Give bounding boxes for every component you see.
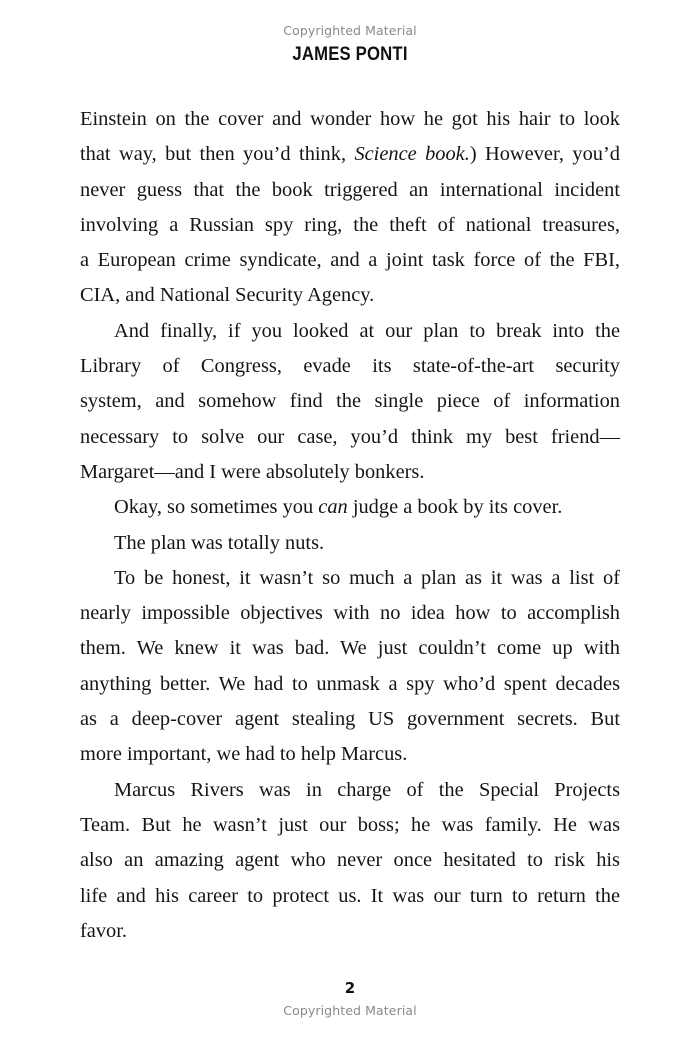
text-line: CIA, and National Security Agency.	[80, 284, 375, 307]
text-line: Marcus Rivers was in charge of the Special Projects	[114, 778, 620, 801]
text-line: a European crime syndicate, and a joint task force of the FBI,	[80, 249, 620, 272]
text-line: Margaret—and I were absolutely bonkers.	[80, 460, 425, 483]
running-head-author: JAMES PONTI	[292, 44, 408, 65]
text-line: more important, we had to help Marcus.	[80, 743, 408, 766]
paragraph	[80, 526, 620, 561]
paragraph	[80, 102, 620, 314]
paragraph	[80, 561, 620, 773]
text-line: involving a Russian spy ring, the theft of national treasures,	[80, 213, 620, 236]
text-line: favor.	[80, 919, 127, 942]
text-line: Einstein on the cover and wonder how he got his hair to look	[80, 108, 620, 130]
text-line: life and his career to protect us. It was our turn to return the	[80, 884, 620, 907]
text-line: The plan was totally nuts.	[114, 531, 325, 554]
text-line: nearly impossible objectives with no idea how to accomplish	[80, 602, 620, 625]
italic-emphasis: can	[318, 496, 348, 519]
text-line: also an amazing agent who never once hesitated to risk his	[80, 849, 620, 872]
paragraph	[80, 490, 620, 525]
text-line: necessary to solve our case, you’d think my best friend—	[80, 425, 620, 448]
text-line: And finally, if you looked at our plan to break into the	[114, 319, 620, 342]
text-line: To be honest, it wasn’t so much a plan as it was a list of	[114, 566, 620, 589]
text-line: system, and somehow find the single piece of information	[80, 390, 620, 413]
page-body	[80, 102, 620, 949]
text-line: them. We knew it was bad. We just couldn’t come up with	[80, 637, 620, 660]
text-line: Library of Congress, evade its state-of-the-art security	[80, 355, 620, 378]
copyright-watermark-bottom: Copyrighted Material	[283, 1003, 417, 1018]
italic-emphasis: Science book.	[354, 143, 470, 166]
text-line: as a deep-cover agent stealing US government secrets. But	[80, 708, 620, 731]
paragraph	[80, 773, 620, 949]
text-line: anything better. We had to unmask a spy who’d spent decades	[80, 672, 620, 695]
text-line: that way, but then you’d think, Science book.) However, you’d	[80, 143, 620, 166]
text-line: never guess that the book triggered an international incident	[80, 178, 620, 201]
text-line: Team. But he wasn’t just our boss; he was family. He was	[80, 813, 620, 836]
page-number: 2	[344, 979, 356, 997]
paragraph	[80, 314, 620, 490]
copyright-watermark-top: Copyrighted Material	[283, 23, 417, 38]
text-line: Okay, so sometimes you can judge a book by its cover.	[114, 496, 563, 519]
